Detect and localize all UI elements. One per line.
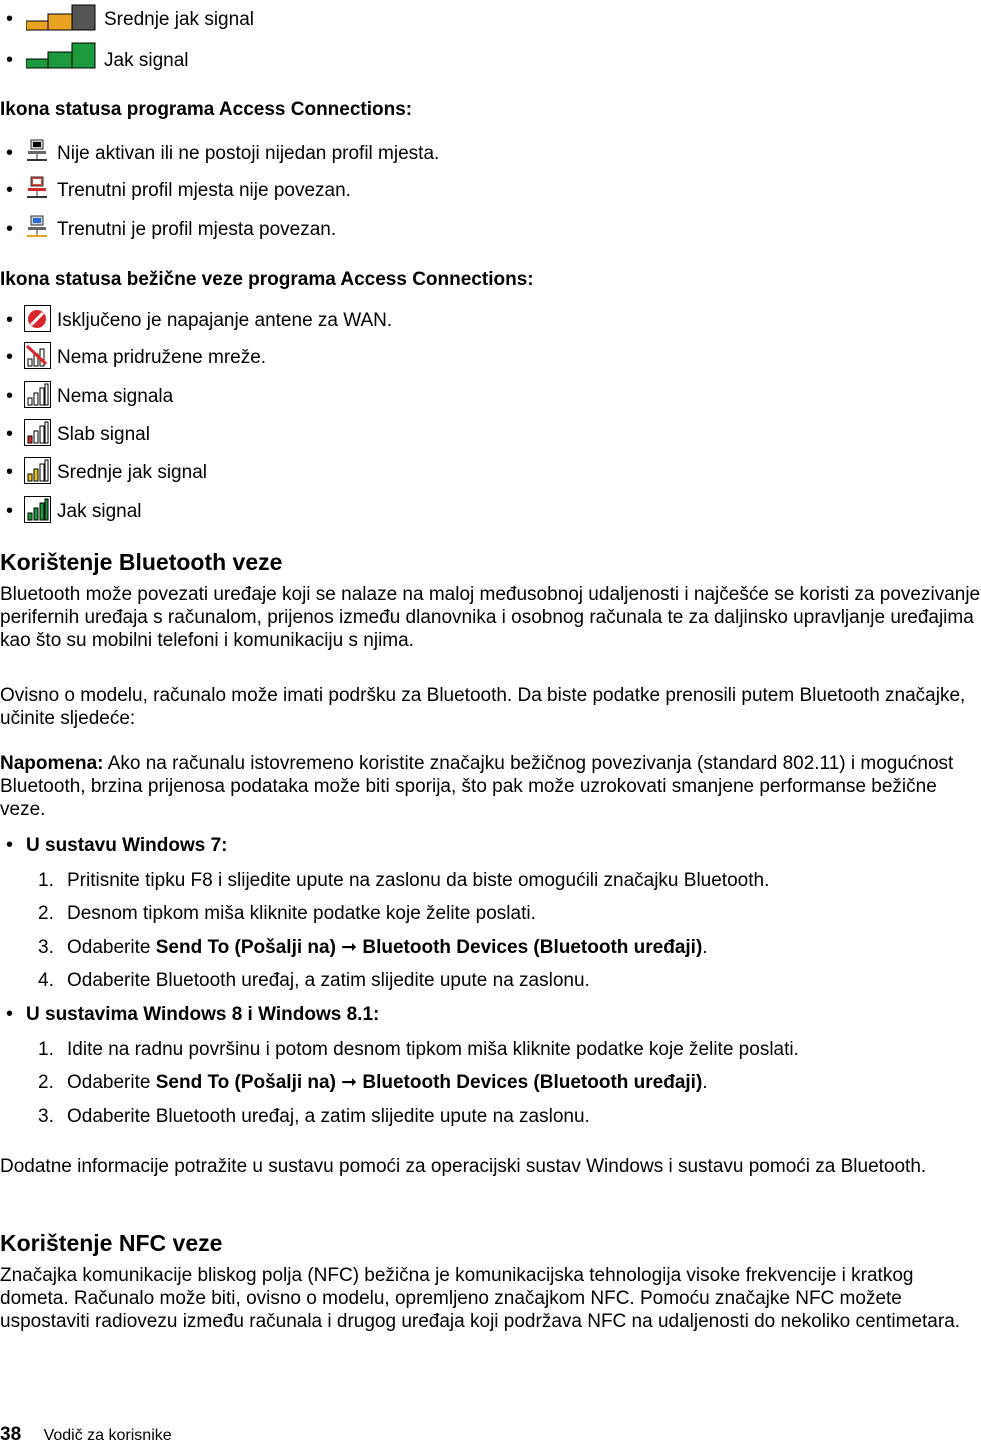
strong-signal-icon [24,496,51,523]
win8-step-text: Odaberite Bluetooth uređaj, a zatim slijedite upute na zaslonu. [67,1105,590,1127]
ac-item-label: Trenutni profil mjesta nije povezan. [57,179,351,201]
battery-medium-signal-icon [26,4,96,32]
bluetooth-heading: Korištenje Bluetooth veze [0,549,283,575]
wireless-status-heading: Ikona statusa bežične veze programa Access Connections: [0,269,534,290]
ac-item-label: Trenutni je profil mjesta povezan. [57,218,337,240]
signal-item-label: Srednje jak signal [104,8,254,30]
win8-heading: U sustavima Windows 8 i Windows 8.1: [26,1003,380,1025]
win8-step-text: Idite na radnu površinu i potom desnom tipkom miša kliknite podatke koje želite poslati. [67,1038,799,1060]
bluetooth-support: Ovisno o modelu, računalo može imati podršku za Bluetooth. Da biste podatke prenosili putem Bluetooth značajke, učinite sljedeće: [0,685,966,729]
win7-step-text: Odaberite Send To (Pošalji na) ➞ Bluetooth Devices (Bluetooth uređaji). [67,936,708,958]
ac-disconnected-icon [25,175,51,201]
wireless-item-label: Slab signal [57,423,150,445]
page-footer [0,1423,172,1447]
signal-item-label: Jak signal [104,49,189,71]
nfc-text: Značajka komunikacije bliskog polja (NFC) bežična je komunikacijska tehnologija visoke frekvencije i kratkog dometa. Računalo može biti, ovisno o modelu, opremljeno značajkom NFC. Pomoću značajke NFC možete uspostaviti radiovezu između računala i drugog uređaja koji podržava NFC na udaljenosti do nekoliko centimetara. [0,1265,961,1332]
wireless-item-label: Jak signal [57,500,142,522]
no-network-icon [24,342,51,369]
win7-step-text: Odaberite Bluetooth uređaj, a zatim slijedite upute na zaslonu. [67,969,590,991]
ac-not-active-icon [25,138,51,164]
weak-signal-icon [24,419,51,446]
note-label: Napomena: [0,753,104,774]
wireless-item-label: Nema pridružene mreže. [57,346,267,368]
bluetooth-note [0,752,981,821]
medium-signal-icon [24,457,51,484]
battery-strong-signal-icon [26,42,96,70]
wireless-item-label: Srednje jak signal [57,461,207,483]
wireless-item-label: Isključeno je napajanje antene za WAN. [57,309,393,331]
note-text: Ako na računalu istovremeno koristite značajku bežičnog povezivanja (standard 802.11) i mogućnost Bluetooth, brzina prijenosa podataka može biti sporija, što pak može uzrokovati smanjene performanse bežične veze. [0,753,954,820]
win7-heading: U sustavu Windows 7: [26,834,228,856]
ac-connected-icon [25,214,51,240]
page-number: 38 [0,1424,22,1445]
win7-step-text: Pritisnite tipku F8 i slijedite upute na zaslonu da biste omogućili značajku Bluetooth. [67,869,770,891]
win8-step-text: Odaberite Send To (Pošalji na) ➞ Bluetooth Devices (Bluetooth uređaji). [67,1071,708,1093]
wireless-item-label: Nema signala [57,385,174,407]
no-signal-icon [24,381,51,408]
bluetooth-intro: Bluetooth može povezati uređaje koji se nalaze na maloj međusobnoj udaljenosti i najčešće se koristi za povezivanje perifernih uređaja s računalom, prijenos između dlanovnika i osobnog računala te za daljinsko upravljanje uređajima kao što su mobilni telefoni i komunikaciju s njima. [0,584,981,651]
wan-power-off-icon [24,305,51,332]
footer-title: Vodič za korisnike [43,1427,172,1444]
ac-status-heading: Ikona statusa programa Access Connections: [0,99,413,120]
ac-item-label: Nije aktivan ili ne postoji nijedan profil mjesta. [57,142,440,164]
bluetooth-more-info: Dodatne informacije potražite u sustavu pomoći za operacijski sustav Windows i sustavu pomoći za Bluetooth. [0,1156,927,1177]
nfc-heading: Korištenje NFC veze [0,1230,223,1256]
win7-step-text: Desnom tipkom miša kliknite podatke koje želite poslati. [67,902,536,924]
